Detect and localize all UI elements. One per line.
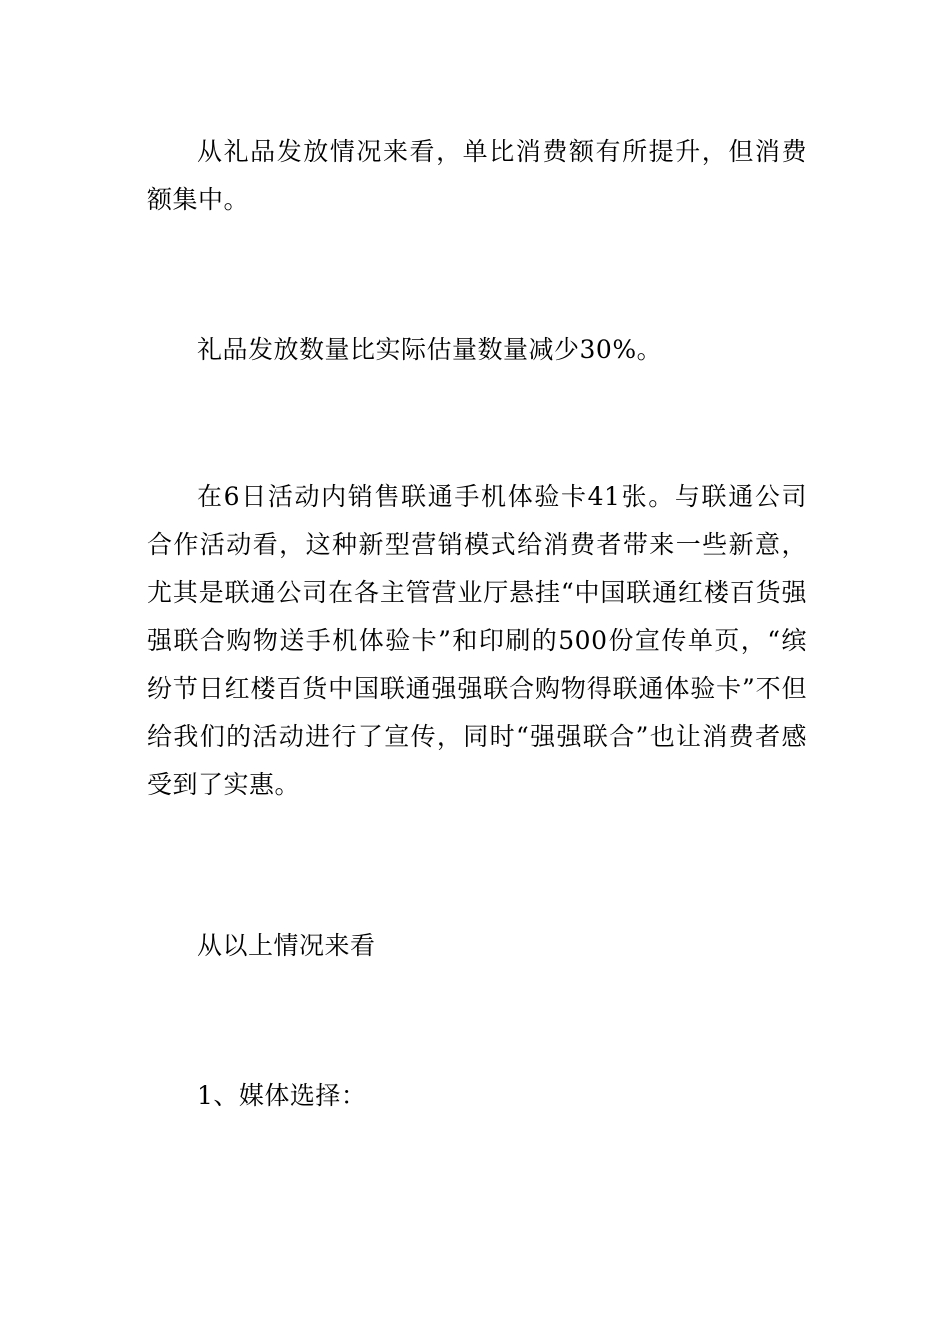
paragraph-media-selection: 1、媒体选择：: [197, 1081, 367, 1110]
paragraph-gift-distribution: 从礼品发放情况来看，单比消费额有所提升，但消费额集中。: [147, 137, 807, 214]
paragraph-gift-quantity: 礼品发放数量比实际估量数量减少30%。: [197, 335, 663, 364]
paragraph-unicom-cooperation: 在6日活动内销售联通手机体验卡41张。与联通公司合作活动看，这种新型营销模式给消费者带来一些新意，尤其是联通公司在各主管营业厅悬挂“中国联通红楼百货强强联合购物送手机体验卡”和印刷的500份宣传单页，“缤纷节日红楼百货中国联通强强联合购物得联通体验卡”不但给我们的活动进行了宣传，同时“强强联合”也让消费者感受到了实惠。: [147, 482, 807, 799]
paragraph-summary-intro: 从以上情况来看: [197, 931, 376, 960]
